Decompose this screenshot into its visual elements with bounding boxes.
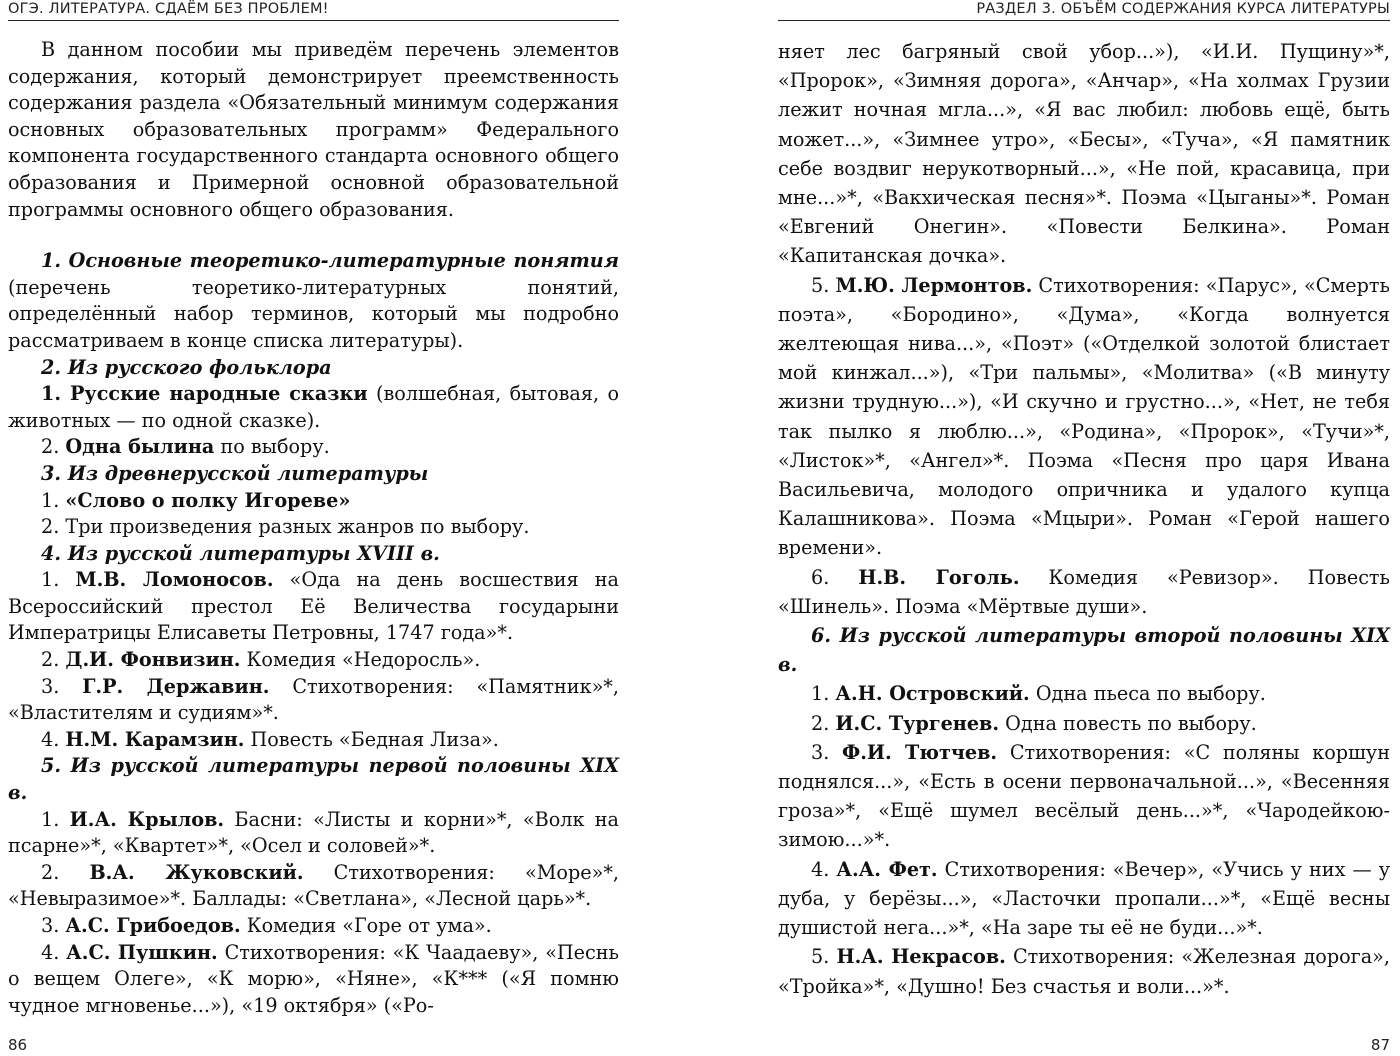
section-2-title: 2. Из русского фольклора [41,355,332,379]
continued-paragraph: няет лес багряный свой убор...»), «И.И. Пущину»*, «Пророк», «Зимняя дорога», «Анчар», «На холмах Грузии лежит ночная мгла...», «Я вас любил: любовь ещё, быть может...», «Зимнее утро», «Бесы», «Туча», «Я памятник себе воздвиг нерукотворный...», «Не пой, красавица, при мне...»*, «Вакхическая песня»*. Поэма «Цыганы»*. Роман «Евгений Онегин». «Повести Белкина». Роман «Капитанская дочка». [778,40,1390,268]
page-number-left: 86 [8,1036,28,1054]
section-1-title: 1. Основные теоретико-литературные понятия [41,249,619,273]
list-item: 4. А.С. Пушкин. Стихотворения: «К Чаадаеву», «Песнь о вещем Олеге», «К морю», «Няне», «К*** («Я помню чудное мгновенье...»), «19 октября» («Ро- [8,940,620,1017]
list-item: 5. Н.А. Некрасов. Стихотворения: «Железная дорога», «Тройка»*, «Душно! Без счастья и воли...»*. [778,945,1390,998]
right-page [778,0,1390,1056]
list-item: 4. Н.М. Карамзин. Повесть «Бедная Лиза». [41,727,499,751]
section-1 [8,248,619,354]
list-item: 1. «Слово о полку Игореве» [41,488,351,512]
section-6-title: 6. Из русской литературы второй половины XIX в. [778,624,1390,677]
section-3-title: 3. Из древнерусской литературы [41,461,429,485]
section-5-title: 5. Из русской литературы первой половины XIX в. [8,754,619,805]
list-item: 1. Русские народные сказки (волшебная, бытовая, о животных — по одной сказке). [8,382,619,432]
intro-paragraph: В данном пособии мы приведём перечень элементов содержания, который демонстрирует преемственность содержания раздела «Обязательный минимум содержания основных образовательных программ» Федерального компонента государственного стандарта основного общего образования и Примерной основной образовательной программы основного общего образования. [8,38,619,221]
list-item: 2. В.А. Жуковский. Стихотворения: «Море»*, «Невыразимое»*. Баллады: «Светлана», «Лесной царь»*. [8,860,620,911]
list-item: 3. А.С. Грибоедов. Комедия «Горе от ума». [41,914,492,937]
section-1-text: (перечень теоретико-литературных понятий, определённый набор терминов, который мы подробно рассматриваем в конце списка литературы). [8,275,619,352]
running-header-left: ОГЭ. ЛИТЕРАТУРА. СДАЁМ БЕЗ ПРОБЛЕМ! [8,0,619,21]
list-item: 1. А.Н. Островский. Одна пьеса по выбору. [811,682,1266,706]
list-item: 2. Одна былина по выбору. [41,435,330,459]
list-item: 5. М.Ю. Лермонтов. Стихотворения: «Парус», «Смерть поэта», «Бородино», «Дума», «Когда волнуется желтеющая нива...», «Поэт» («Отделкой золотой блистает мой кинжал...»), «Три пальмы», «Молитва» («В минуту жизни трудную...»), «И скучно и грустно...», «Нет, не тебя так пылко я люблю...», «Родина», «Пророк», «Тучи»*, «Листок»*, «Ангел»*. Поэма «Песня про царя Ивана Васильевича, молодого опричника и удалого купца Калашникова». Поэма «Мцыри». Роман «Герой нашего времени». [778,273,1390,560]
left-page [8,0,619,1056]
list-item: 2. И.С. Тургенев. Одна повесть по выбору. [811,711,1257,735]
page-number-right: 87 [1370,1036,1390,1054]
running-header-right: РАЗДЕЛ 3. ОБЪЁМ СОДЕРЖАНИЯ КУРСА ЛИТЕРАТУРЫ [778,0,1390,21]
list-item: 1. М.В. Ломоносов. «Ода на день восшествия на Всероссийский престол Её Величества государыни Императрицы Елисаветы Петровны, 1747 года»*. [8,568,619,645]
left-page-body [8,37,619,1019]
list-item: 2. Д.И. Фонвизин. Комедия «Недоросль». [41,648,481,672]
list-item: 1. И.А. Крылов. Басни: «Листы и корни»*, «Волк на псарне»*, «Квартет»*, «Осел и соловей»*. [8,807,619,858]
list-item: 3. Ф.И. Тютчев. Стихотворения: «С поляны коршун поднялся...», «Есть в осени первоначальной...», «Весенняя гроза»*, «Ещё шумел весёлый день...»*, «Чародейкою-зимою...»*. [778,740,1391,852]
section-4-title: 4. Из русской литературы XVIII в. [41,541,440,565]
list-item: 4. А.А. Фет. Стихотворения: «Вечер», «Учись у них — у дуба, у берёзы...», «Ласточки пропали...»*, «Ещё весны душистой нега...»*, «На заре ты её не буди...»*. [778,857,1391,940]
right-page-body [778,37,1390,1001]
list-item: 3. Г.Р. Державин. Стихотворения: «Памятник»*, «Властителям и судиям»*. [8,674,619,725]
list-item: 2. Три произведения разных жанров по выбору. [41,515,530,539]
list-item: 6. Н.В. Гоголь. Комедия «Ревизор». Повесть «Шинель». Поэма «Мёртвые души». [778,565,1390,618]
